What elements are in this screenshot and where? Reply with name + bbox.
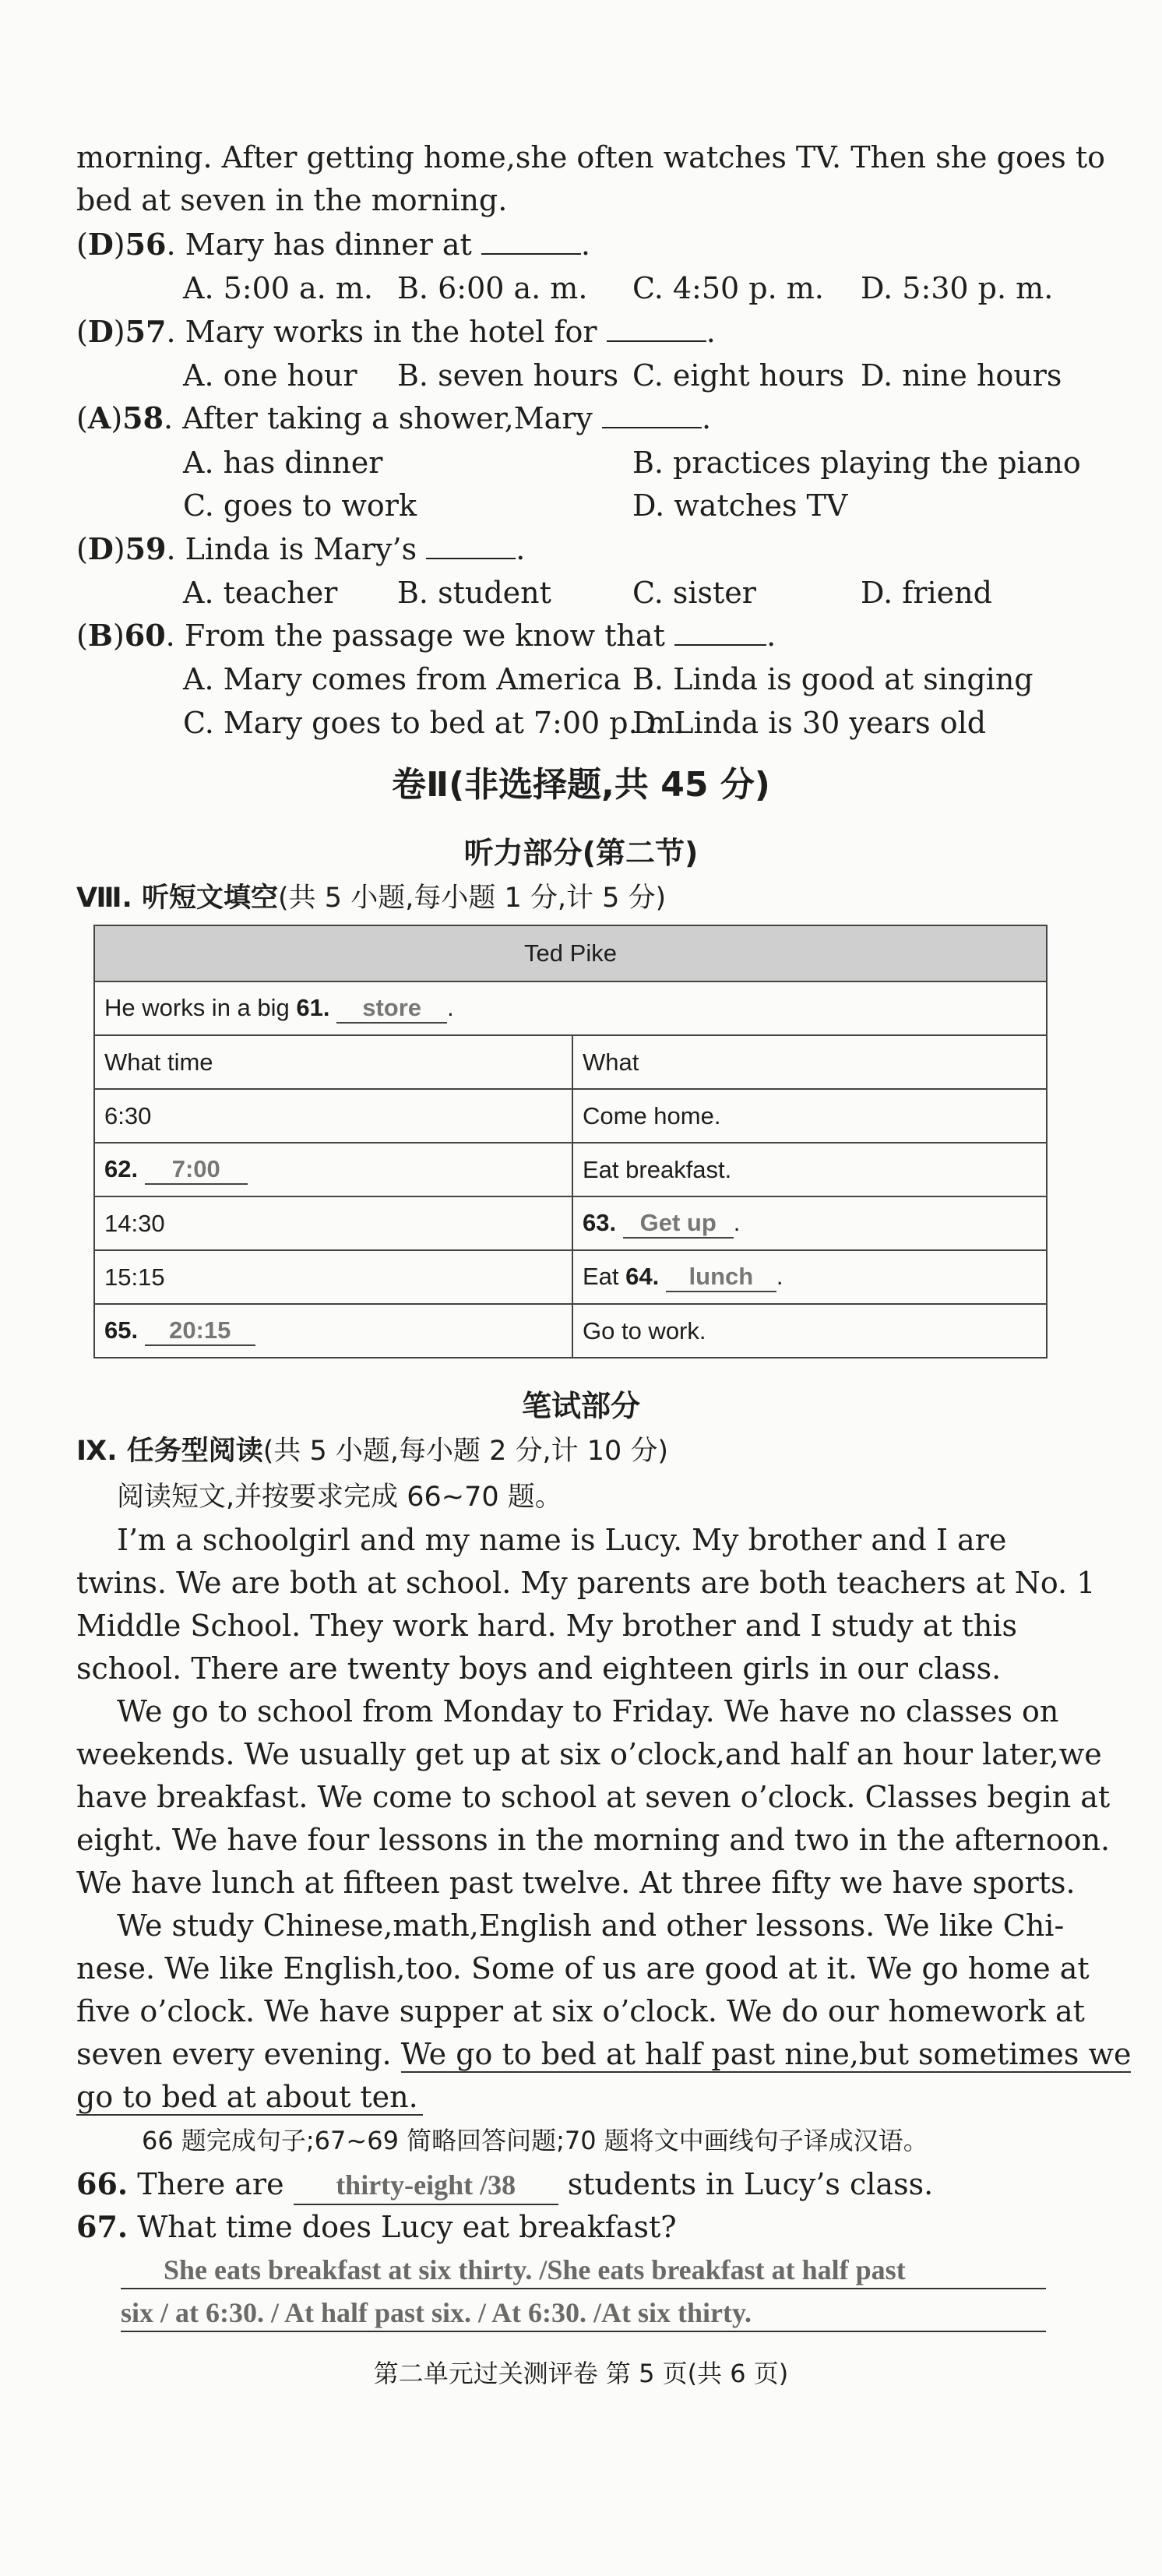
table-cell-what: Eat breakfast. <box>572 1143 1047 1196</box>
table-cell-time: 14:30 <box>94 1196 572 1250</box>
answer-blank <box>481 230 581 255</box>
answer-61: store <box>336 994 447 1024</box>
option-58-d: D. watches TV <box>632 488 848 523</box>
option-57-c: C. eight hours <box>632 358 845 393</box>
table-cell-what <box>572 1250 1047 1304</box>
option-57-a: A. one hour <box>183 358 357 393</box>
cell-end: . <box>776 1262 783 1290</box>
table-cell-what: Go to work. <box>572 1304 1047 1358</box>
table-cell-time: 15:15 <box>94 1250 572 1304</box>
answer-blank <box>602 403 702 428</box>
question-stem: Mary works in the hotel for <box>185 315 597 349</box>
volume-title: 卷Ⅱ(非选择题,共 45 分) <box>392 765 770 805</box>
question-stem: From the passage we know that <box>184 618 665 653</box>
answer-67-line-1: She eats breakfast at six thirty. /She eats breakfast at half past <box>121 2252 1046 2289</box>
table-title: Ted Pike <box>94 925 1047 981</box>
blank-number: 65. <box>104 1316 139 1344</box>
question-text: There are <box>137 2167 284 2201</box>
blank-number: 62. <box>104 1154 139 1182</box>
line-end: . <box>447 993 454 1021</box>
question-number: 57 <box>125 314 167 349</box>
question-number: 60 <box>124 618 166 653</box>
page-footer: 第二单元过关测评卷 第 5 页(共 6 页) <box>373 2359 789 2388</box>
question-number: 58 <box>122 400 164 435</box>
question-58: (A)58. After taking a shower,Mary . <box>76 400 712 435</box>
option-57-d: D. nine hours <box>861 358 1062 393</box>
option-59-a: A. teacher <box>183 576 338 610</box>
stem-end: . <box>702 401 712 435</box>
question-number: 56 <box>125 227 167 262</box>
option-59-b: B. student <box>397 576 551 610</box>
passage-line: I’m a schoolgirl and my name is Lucy. My brother and I are <box>117 1523 1007 1557</box>
instruction: 阅读短文,并按要求完成 66~70 题。 <box>117 1482 562 1513</box>
question-text: What time does Lucy eat breakfast? <box>137 2210 677 2244</box>
stem-end: . <box>766 618 776 653</box>
passage-line <box>76 2078 423 2116</box>
passage-line: We go to school from Monday to Friday. We have no classes on <box>117 1694 1059 1728</box>
question-stem: Linda is Mary’s <box>185 532 417 566</box>
question-number: 67. <box>76 2209 129 2244</box>
answer-mark: D <box>87 314 114 349</box>
table-cell-time <box>94 1143 572 1196</box>
question-stem: Mary has dinner at <box>185 227 472 262</box>
answer-63: Get up <box>623 1209 734 1239</box>
question-59: (D)59. Linda is Mary’s . <box>76 531 526 566</box>
answer-64: lunch <box>666 1263 776 1292</box>
option-60-c: C. Mary goes to bed at 7:00 p. m. <box>183 706 685 740</box>
answer-mark: A <box>87 400 111 435</box>
answer-62: 7:00 <box>145 1155 248 1185</box>
task-instruction: 66 题完成句子;67~69 简略回答问题;70 题将文中画线句子译成汉语。 <box>142 2126 928 2155</box>
blank-number: 63. <box>583 1208 617 1236</box>
answer-65: 20:15 <box>145 1316 255 1346</box>
question-66 <box>76 2165 933 2205</box>
question-stem: After taking a shower,Mary <box>182 401 593 435</box>
table-cell-what <box>572 1196 1047 1250</box>
passage-line: school. There are twenty boys and eighteen girls in our class. <box>76 1651 1002 1686</box>
passage-line: Middle School. They work hard. My brother and I study at this <box>76 1609 1018 1643</box>
column-header-time: What time <box>94 1035 572 1089</box>
table-row <box>94 981 1047 1035</box>
stem-end: . <box>706 315 716 349</box>
section-9-heading <box>76 1433 668 1469</box>
section-8-heading <box>76 880 666 916</box>
passage-line <box>76 2035 1131 2073</box>
column-header-what: What <box>572 1035 1047 1089</box>
section-note: (共 5 小题,每小题 1 分,计 5 分) <box>278 883 667 914</box>
option-60-b: B. Linda is good at singing <box>632 662 1033 696</box>
option-58-a: A. has dinner <box>183 446 383 480</box>
passage-line: weekends. We usually get up at six o’clock,and half an hour later,we <box>76 1737 1102 1771</box>
passage-line: nese. We like English,too. Some of us are good at it. We go home at <box>76 1951 1090 1986</box>
answer-blank <box>607 317 706 342</box>
table-cell-time: 6:30 <box>94 1089 572 1143</box>
intro-line-1: morning. After getting home,she often watches TV. Then she goes to <box>76 140 1106 174</box>
answer-67-line-2: six / at 6:30. / At half past six. / At 6:30. /At six thirty. <box>121 2295 1046 2332</box>
passage-line: have breakfast. We come to school at seven o’clock. Classes begin at <box>76 1780 1111 1814</box>
table-cell-time <box>94 1304 572 1358</box>
option-58-c: C. goes to work <box>183 488 417 523</box>
question-67 <box>76 2208 677 2246</box>
line-text: He works in a big <box>104 993 290 1021</box>
passage-line: five o’clock. We have supper at six o’clock. We do our homework at <box>76 1994 1085 2028</box>
option-57-b: B. seven hours <box>397 358 619 393</box>
passage-text: seven every evening. <box>76 2037 392 2071</box>
option-58-b: B. practices playing the piano <box>632 446 1081 480</box>
section-label: Ⅷ. 听短文填空 <box>76 883 279 914</box>
table-cell-what: Come home. <box>572 1089 1047 1143</box>
blank-number: 61. <box>296 993 330 1021</box>
question-60: (B)60. From the passage we know that . <box>76 618 776 653</box>
ted-pike-table <box>93 925 1048 1358</box>
option-56-d: D. 5:30 p. m. <box>861 271 1054 305</box>
question-number: 66. <box>76 2166 129 2201</box>
passage-line: We study Chinese,math,English and other lessons. We like Chi- <box>117 1908 1065 1943</box>
written-title: 笔试部分 <box>521 1389 640 1423</box>
answer-mark: D <box>87 227 114 262</box>
passage-line: We have lunch at fifteen past twelve. At three fifty we have sports. <box>76 1866 1076 1900</box>
stem-end: . <box>580 227 590 262</box>
section-label: Ⅸ. 任务型阅读 <box>76 1436 263 1467</box>
blank-number: 64. <box>625 1262 660 1290</box>
passage-line: eight. We have four lessons in the morning and two in the afternoon. <box>76 1823 1111 1857</box>
intro-line-2: bed at seven in the morning. <box>76 183 508 217</box>
question-56: (D)56. Mary has dinner at . <box>76 227 590 262</box>
option-60-a: A. Mary comes from America <box>183 662 621 696</box>
section-note: (共 5 小题,每小题 2 分,计 10 分) <box>262 1436 669 1467</box>
answer-blank <box>674 621 766 646</box>
question-text: students in Lucy’s class. <box>567 2167 934 2201</box>
underlined-sentence: We go to bed at half past nine,but sometimes we <box>400 2037 1132 2071</box>
underlined-sentence: go to bed at about ten. <box>76 2080 423 2116</box>
option-59-d: D. friend <box>861 576 992 610</box>
answer-66: thirty-eight /38 <box>294 2166 558 2205</box>
option-56-c: C. 4:50 p. m. <box>632 271 824 305</box>
passage-line: twins. We are both at school. My parents are both teachers at No. 1 <box>76 1566 1096 1600</box>
cell-prefix: Eat <box>583 1262 619 1290</box>
answer-mark: D <box>87 531 114 566</box>
cell-end: . <box>733 1208 741 1236</box>
option-56-a: A. 5:00 a. m. <box>183 271 373 305</box>
stem-end: . <box>516 532 526 566</box>
option-56-b: B. 6:00 a. m. <box>397 271 588 305</box>
option-59-c: C. sister <box>632 576 756 610</box>
question-number: 59 <box>125 531 167 566</box>
answer-blank <box>426 534 516 559</box>
question-57: (D)57. Mary works in the hotel for . <box>76 314 716 349</box>
option-60-d: D. Linda is 30 years old <box>632 706 987 740</box>
answer-mark: B <box>87 618 113 653</box>
listening-title: 听力部分(第二节) <box>463 836 699 870</box>
